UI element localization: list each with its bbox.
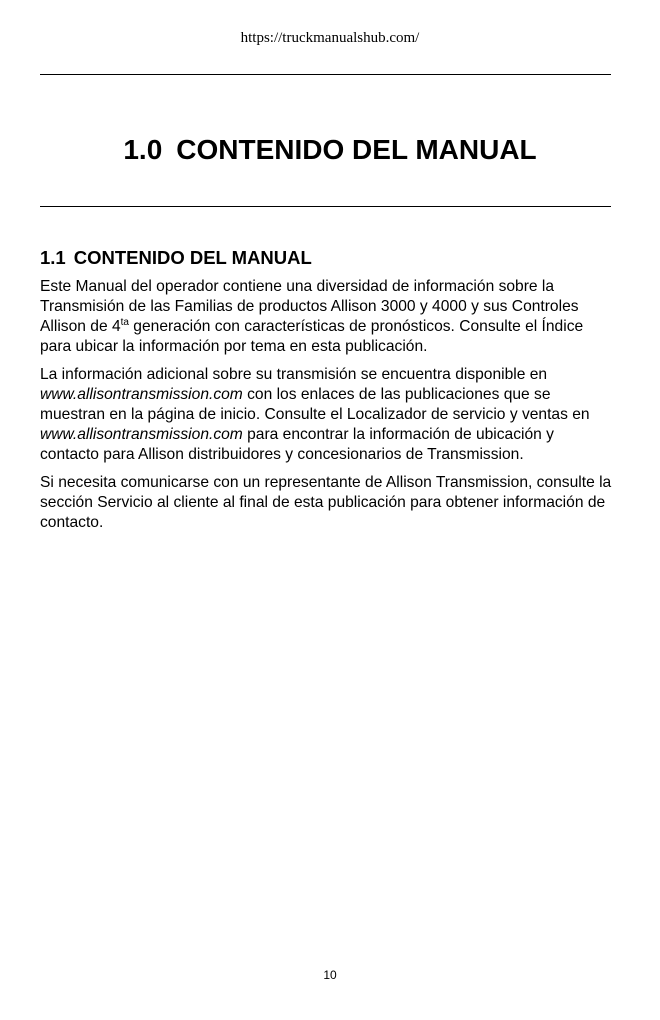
- top-rule: [40, 74, 611, 75]
- section-number: 1.1: [40, 247, 66, 268]
- page-number: 10: [323, 968, 337, 982]
- chapter-number: 1.0: [123, 134, 163, 165]
- paragraph-2-text-c: para encontrar la información de ubicación y contacto para Allison distribuidores y concesionarios de Transmission.: [40, 426, 554, 463]
- chapter-title-text: CONTENIDO DEL MANUAL: [176, 134, 537, 165]
- paragraph-3: Si necesita comunicarse con un representante de Allison Transmission, consulte la sección Servicio al cliente al final de esta publicación para obtener información de contacto.: [40, 474, 612, 531]
- section-title: [40, 247, 615, 269]
- paragraph-2: [40, 365, 615, 465]
- paragraph-1-text-a: Este Manual del operador contiene una diversidad de información sobre la Transmisión de las Familias de productos Allison 3000 y 4000 y sus Controles Allison de 4: [40, 278, 579, 335]
- website-link-1[interactable]: www.allisontransmission.com: [40, 386, 243, 403]
- header-url: https://truckmanualshub.com/: [240, 30, 420, 46]
- main-content: [40, 247, 615, 541]
- paragraph-2-text-b: con los enlaces de las publicaciones que se muestran en la página de inicio. Consulte el Localizador de servicio y ventas en: [40, 386, 590, 423]
- section-title-text: CONTENIDO DEL MANUAL: [73, 247, 312, 268]
- chapter-title: [0, 133, 660, 167]
- bottom-rule: [40, 206, 611, 207]
- paragraph-2-text-a: La información adicional sobre su transmisión se encuentra disponible en: [40, 366, 548, 383]
- paragraph-1: [40, 277, 615, 357]
- website-link-2[interactable]: www.allisontransmission.com: [40, 426, 243, 443]
- paragraph-1-superscript: ta: [120, 317, 129, 328]
- paragraph-1-text-b: generación con características de pronósticos. Consulte el Índice para ubicar la información por tema en esta publicación.: [40, 318, 584, 355]
